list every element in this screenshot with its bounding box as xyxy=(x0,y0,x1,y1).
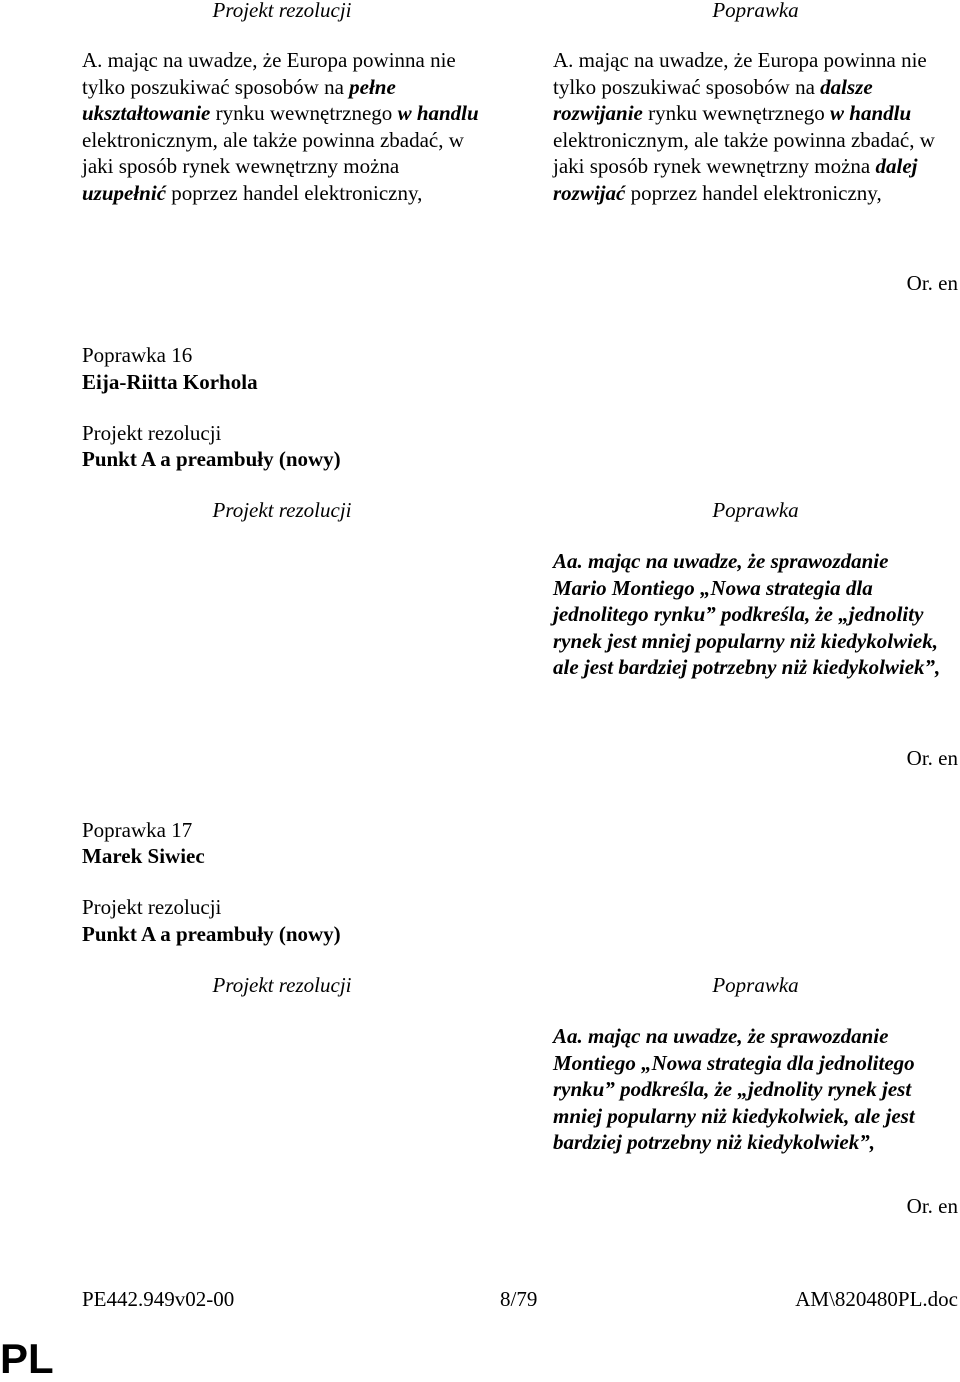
amendment-text: A. mając na uwadze, że Europa powinna nie tylko poszukiwać sposobów na dalsze rozwijanie rynku wewnętrznego w handlu elektronicznym, ale także powinna zbadać, w jaki sposób rynek wewnętrzny można dalej rozwijać poprzez handel elektroniczny, xyxy=(553,48,935,205)
amendment-document: Projekt rezolucji xyxy=(82,895,222,919)
footer-page-number: 8/79 xyxy=(500,1287,538,1311)
column-header-amendment: Poprawka xyxy=(712,498,799,522)
amendment-text: Aa. mając na uwadze, że sprawozdanie Montiego „Nowa strategia dla jednolitego rynku” podkreśla, że „jednolity rynek jest mniej popularny niż kiedykolwiek, ale jest bardziej potrzebny niż kiedykolwiek”, xyxy=(553,1024,915,1155)
amendment-author: Eija-Riitta Korhola xyxy=(82,370,258,394)
changed-text: w handlu xyxy=(397,101,479,126)
column-header-draft: Projekt rezolucji xyxy=(212,498,352,522)
original-language: Or. en xyxy=(906,746,958,770)
changed-text: pełne ukształtowanie xyxy=(82,74,396,126)
draft-text: A. mając na uwadze, że Europa powinna nie tylko poszukiwać sposobów na pełne ukształtowanie rynku wewnętrznego w handlu elektronicznym, ale także powinna zbadać, w jaki sposób rynek wewnętrzny można uzupełnić poprzez handel elektroniczny, xyxy=(82,48,479,205)
amendment-number: Poprawka 17 xyxy=(82,818,193,842)
footer-doc-ref: PE442.949v02-00 xyxy=(82,1287,235,1311)
column-header-draft: Projekt rezolucji xyxy=(212,973,352,997)
column-header-draft: Projekt rezolucji xyxy=(212,0,352,22)
changed-text: dalsze rozwijanie xyxy=(553,74,873,126)
changed-text: w handlu xyxy=(830,101,912,126)
amendment-author: Marek Siwiec xyxy=(82,844,205,868)
footer-file-name: AM\820480PL.doc xyxy=(795,1287,958,1311)
changed-text: uzupełnić xyxy=(82,180,167,205)
amendment-text: Aa. mając na uwadze, że sprawozdanie Mario Montiego „Nowa strategia dla jednolitego rynku” podkreśla, że „jednolity rynek jest mniej popularny niż kiedykolwiek, ale jest bardziej potrzebny niż kiedykolwiek”, xyxy=(553,549,941,680)
column-header-amendment: Poprawka xyxy=(712,0,799,22)
column-header-amendment: Poprawka xyxy=(712,973,799,997)
amendment-document: Projekt rezolucji xyxy=(82,421,222,445)
amendment-number: Poprawka 16 xyxy=(82,343,193,367)
amendment-reference: Punkt A a preambuły (nowy) xyxy=(82,922,341,946)
amendment-reference: Punkt A a preambuły (nowy) xyxy=(82,447,341,471)
original-language: Or. en xyxy=(906,271,958,295)
original-language: Or. en xyxy=(906,1194,958,1218)
changed-text: dalej rozwijać xyxy=(553,154,918,205)
footer-language-code: PL xyxy=(0,1335,54,1382)
